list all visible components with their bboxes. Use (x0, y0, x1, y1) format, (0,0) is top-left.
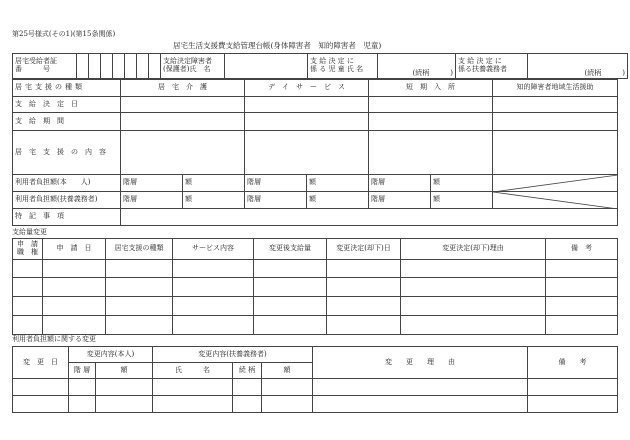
name-header: 氏 名 (153, 363, 233, 379)
amount-cell[interactable]: 額 (431, 192, 493, 209)
header-notes: 備 考 (546, 239, 618, 260)
cell[interactable] (121, 131, 245, 175)
cell[interactable] (121, 97, 245, 113)
change-date-header: 変 更 日 (13, 347, 69, 379)
table-row (13, 379, 618, 396)
col-day-service: デ イ サ ー ビ ス (245, 80, 369, 97)
header-decision-date: 変更決定(却下)日 (327, 239, 401, 260)
diagonal-line (493, 192, 618, 209)
col-short-stay: 短 期 入 所 (369, 80, 493, 97)
remarks-header: 備 考 (528, 347, 618, 379)
cell[interactable] (493, 131, 618, 175)
tier-cell[interactable]: 階層 (121, 175, 183, 192)
burden-changes-table (12, 346, 618, 413)
recipient-no-digit[interactable] (137, 54, 149, 79)
tier-cell[interactable]: 階層 (245, 175, 307, 192)
cell[interactable] (121, 113, 245, 131)
form-number: 第25号様式(その1)(第15条関係) (12, 30, 116, 38)
cell[interactable] (493, 97, 618, 113)
col-home-care: 居 宅 介 護 (121, 80, 245, 97)
service-table (12, 79, 618, 226)
remarks-label: 特 記 事 項 (13, 209, 121, 226)
decision-date-label: 支 給 決 定 日 (13, 97, 121, 113)
reason-header: 変 更 理 由 (313, 347, 528, 379)
amount-cell[interactable]: 額 (307, 175, 369, 192)
col-group-home: 知的障害者地域生活援助 (493, 80, 618, 97)
header-decision-reason: 変更決定(却下)理由 (401, 239, 546, 260)
recipient-no-digit[interactable] (149, 54, 161, 79)
diagonal-cell (493, 192, 618, 209)
cell[interactable] (245, 131, 369, 175)
recipient-no-digit[interactable] (101, 54, 113, 79)
content-label: 居 宅 支 援 の 内 容 (13, 131, 121, 175)
cell[interactable] (245, 113, 369, 131)
applicant-label: 支給決定障害者 (保護者)氏 名 (161, 54, 225, 79)
cell[interactable] (369, 131, 493, 175)
guardian-name-field[interactable]: (続柄 ) (528, 54, 628, 79)
remarks-field[interactable] (121, 209, 618, 226)
amount-cell[interactable]: 額 (183, 175, 245, 192)
period-label: 支 給 期 間 (13, 113, 121, 131)
service-type-label: 居宅支援の種類 (13, 80, 121, 97)
burden-self-label: 利用者負担額(本 人) (13, 175, 121, 192)
cell[interactable] (369, 97, 493, 113)
guardian-label: 支 給 決 定 に 係る扶養義務者 (456, 54, 528, 79)
child-label: 支 給 決 定 に 係 る 児 童 氏 名 (308, 54, 378, 79)
diagonal-line (493, 175, 618, 192)
self-change-header: 変更内容(本人) (69, 347, 153, 363)
tier-cell[interactable]: 階層 (245, 192, 307, 209)
header-applicant: 申 請 職 権 (13, 239, 43, 260)
tier-cell[interactable]: 階層 (121, 192, 183, 209)
amount-header: 額 (96, 363, 153, 379)
guardian-amount-header: 額 (262, 363, 313, 379)
relation-header: 続 柄 (233, 363, 262, 379)
amount-cell[interactable]: 額 (183, 192, 245, 209)
recipient-no-digit[interactable] (77, 54, 89, 79)
tier-cell[interactable]: 階層 (369, 175, 431, 192)
guardian-change-header: 変更内容(扶養義務者) (153, 347, 313, 363)
table-row (13, 260, 618, 278)
header-new-amount: 変更後支給量 (254, 239, 327, 260)
cell[interactable] (245, 97, 369, 113)
header-service-content: サービス内容 (173, 239, 254, 260)
header-apply-date: 申 請 日 (43, 239, 106, 260)
cell[interactable] (493, 113, 618, 131)
page-title: 居宅生活支援費支給管理台帳(身体障害者 知的障害者 児童) (173, 41, 382, 50)
header-table (12, 53, 628, 79)
burden-guardian-label: 利用者負担額(扶養義務者) (13, 192, 121, 209)
diagonal-cell (493, 175, 618, 192)
header-service-type: 居宅支援の種類 (106, 239, 173, 260)
tier-cell[interactable]: 階層 (369, 192, 431, 209)
changes-section-title: 支給量変更 (12, 228, 47, 236)
cell[interactable] (369, 113, 493, 131)
table-row (13, 396, 618, 413)
amount-cell[interactable]: 額 (431, 175, 493, 192)
recipient-no-digit[interactable] (113, 54, 125, 79)
applicant-name-field[interactable] (225, 54, 308, 79)
table-row (13, 316, 618, 335)
child-name-field[interactable]: (続柄 ) (378, 54, 456, 79)
table-row (13, 297, 618, 316)
changes-table (12, 238, 618, 335)
burden-changes-section-title: 利用者負担額に関する変更 (12, 335, 96, 343)
recipient-no-digit[interactable] (89, 54, 101, 79)
recipient-no-label: 居宅受給者証 番 号 (13, 54, 77, 79)
tier-header: 階 層 (69, 363, 96, 379)
table-row (13, 278, 618, 297)
amount-cell[interactable]: 額 (307, 192, 369, 209)
recipient-no-digit[interactable] (125, 54, 137, 79)
